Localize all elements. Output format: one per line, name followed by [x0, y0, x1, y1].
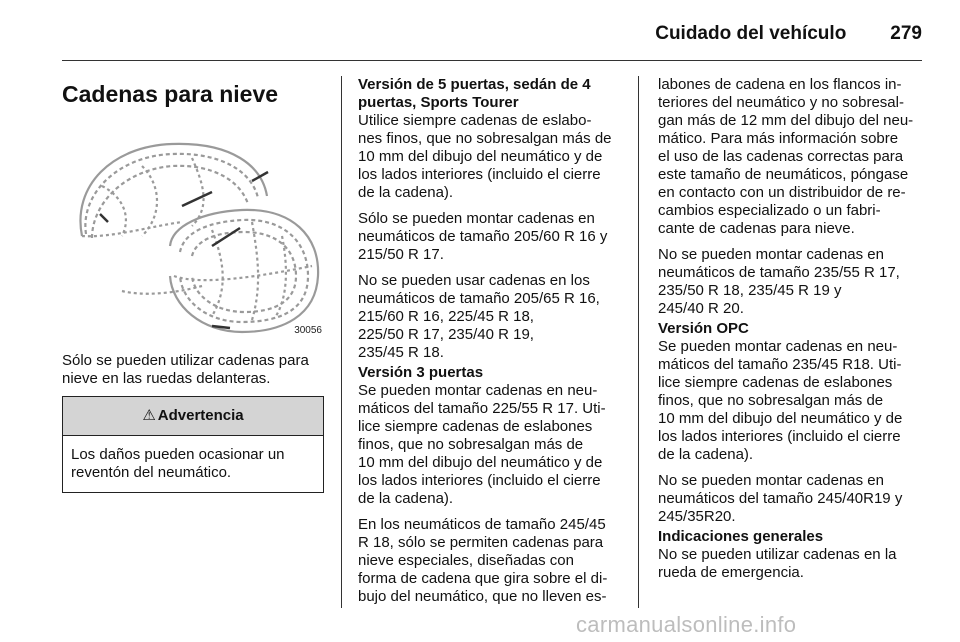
- text-line: en contacto con un distribuidor de re-: [658, 184, 906, 201]
- paragraph: [658, 472, 928, 526]
- column-divider-1: [341, 76, 342, 608]
- text-line: el uso de las cadenas correctas para: [658, 148, 904, 165]
- text-line: 10 mm del dibujo del neumático y de: [358, 148, 603, 165]
- text-line: máticos del tamaño 225/55 R 17. Uti-: [358, 400, 606, 417]
- text-line: máticos del tamaño 235/45 R18. Uti-: [658, 356, 902, 373]
- paragraph: [358, 210, 628, 264]
- text-line: labones de cadena en los flancos in-: [658, 76, 902, 93]
- snow-chains-illustration: [62, 126, 324, 340]
- text-line: neumáticos de tamaño 235/55 R 17,: [658, 264, 900, 281]
- paragraph: [658, 246, 928, 318]
- figure-number: 30056: [294, 325, 322, 336]
- text-line: finos, que no sobresalgan más de: [358, 436, 584, 453]
- paragraph: [358, 516, 628, 606]
- text-line: Utilice siempre cadenas de eslabo-: [358, 112, 592, 129]
- text-line: rueda de emergencia.: [658, 564, 804, 581]
- column-3: [658, 76, 928, 590]
- text-line: Versión de 5 puertas, sedán de 4: [358, 76, 591, 93]
- text-line: 225/50 R 17, 235/40 R 19,: [358, 326, 534, 343]
- text-line: forma de cadena que gira sobre el di-: [358, 570, 608, 587]
- text-line: 235/50 R 18, 235/45 R 19 y: [658, 282, 842, 299]
- text-line: No se pueden utilizar cadenas en la: [658, 546, 897, 563]
- paragraph: [358, 382, 628, 508]
- section-title: Cadenas para nieve: [62, 81, 279, 107]
- text-line: En los neumáticos de tamaño 245/45: [358, 516, 606, 533]
- text-line: 10 mm del dibujo del neumático y de: [358, 454, 603, 471]
- text-line: de la cadena).: [358, 490, 454, 507]
- header-divider: [62, 60, 922, 61]
- text-line: los lados interiores (incluido el cierre: [358, 472, 601, 489]
- warning-heading: Advertencia: [157, 407, 244, 424]
- subheading-5-door: [358, 76, 628, 112]
- text-line: Sólo se pueden montar cadenas en: [358, 210, 595, 227]
- paragraph: [658, 546, 928, 582]
- text-line: nes finos, que no sobresalgan más de: [358, 130, 612, 147]
- text-line: neumáticos del tamaño 245/40R19 y: [658, 490, 903, 507]
- text-line: No se pueden montar cadenas en: [658, 472, 884, 489]
- column-1: [62, 76, 330, 493]
- text-line: Los daños pueden ocasionar un: [71, 446, 285, 463]
- warning-header: [63, 397, 323, 436]
- text-line: neumáticos de tamaño 205/60 R 16 y: [358, 228, 608, 245]
- warning-box: [62, 396, 324, 493]
- warning-triangle-icon: ⚠: [142, 407, 156, 424]
- text-line: bujo del neumático, que no lleven es-: [358, 588, 607, 605]
- watermark: carmanualsonline.info: [576, 612, 797, 637]
- paragraph: [358, 272, 628, 362]
- paragraph: [658, 76, 928, 238]
- page-number: 279: [890, 23, 922, 44]
- text-line: 235/45 R 18.: [358, 344, 444, 361]
- text-line: cante de cadenas para nieve.: [658, 220, 855, 237]
- text-line: reventón del neumático.: [71, 464, 232, 481]
- text-line: puertas, Sports Tourer: [358, 94, 519, 111]
- text-line: gan más de 12 mm del dibujo del neu-: [658, 112, 914, 129]
- text-line: lice siempre cadenas de eslabones: [658, 374, 893, 391]
- text-line: 245/35R20.: [658, 508, 736, 525]
- text-line: teriores del neumático y no sobresal-: [658, 94, 904, 111]
- text-line: de la cadena).: [658, 446, 754, 463]
- text-line: finos, que no sobresalgan más de: [658, 392, 884, 409]
- text-line: de la cadena).: [358, 184, 454, 201]
- column-2: [358, 76, 628, 614]
- warning-body: [63, 436, 323, 492]
- column-divider-2: [638, 76, 639, 608]
- text-line: No se pueden montar cadenas en: [658, 246, 884, 263]
- text-line: Se pueden montar cadenas en neu-: [358, 382, 598, 399]
- subheading-3-door: Versión 3 puertas: [358, 364, 484, 381]
- text-line: los lados interiores (incluido el cierre: [658, 428, 901, 445]
- text-line: nieve en las ruedas delanteras.: [62, 370, 271, 387]
- subheading-opc: Versión OPC: [658, 320, 749, 337]
- header-title: Cuidado del vehículo: [655, 23, 847, 44]
- text-line: 10 mm del dibujo del neumático y de: [658, 410, 903, 427]
- paragraph: [658, 338, 928, 464]
- paragraph: [358, 112, 628, 202]
- text-line: lice siempre cadenas de eslabones: [358, 418, 593, 435]
- page-header: [62, 14, 922, 54]
- text-line: 245/40 R 20.: [658, 300, 744, 317]
- text-line: cambios especializado o un fabri-: [658, 202, 881, 219]
- text-line: No se pueden usar cadenas en los: [358, 272, 590, 289]
- subheading-general: Indicaciones generales: [658, 528, 824, 545]
- text-line: este tamaño de neumáticos, póngase: [658, 166, 909, 183]
- text-line: R 18, sólo se permiten cadenas para: [358, 534, 604, 551]
- text-line: neumáticos de tamaño 205/65 R 16,: [358, 290, 600, 307]
- text-line: Se pueden montar cadenas en neu-: [658, 338, 898, 355]
- text-line: 215/60 R 16, 225/45 R 18,: [358, 308, 534, 325]
- text-line: 215/50 R 17.: [358, 246, 444, 263]
- snow-chains-figure: [62, 126, 324, 340]
- text-line: mático. Para más información sobre: [658, 130, 899, 147]
- text-line: los lados interiores (incluido el cierre: [358, 166, 601, 183]
- text-line: nieve especiales, diseñadas con: [358, 552, 574, 569]
- intro-paragraph: [62, 352, 330, 388]
- text-line: Sólo se pueden utilizar cadenas para: [62, 352, 309, 369]
